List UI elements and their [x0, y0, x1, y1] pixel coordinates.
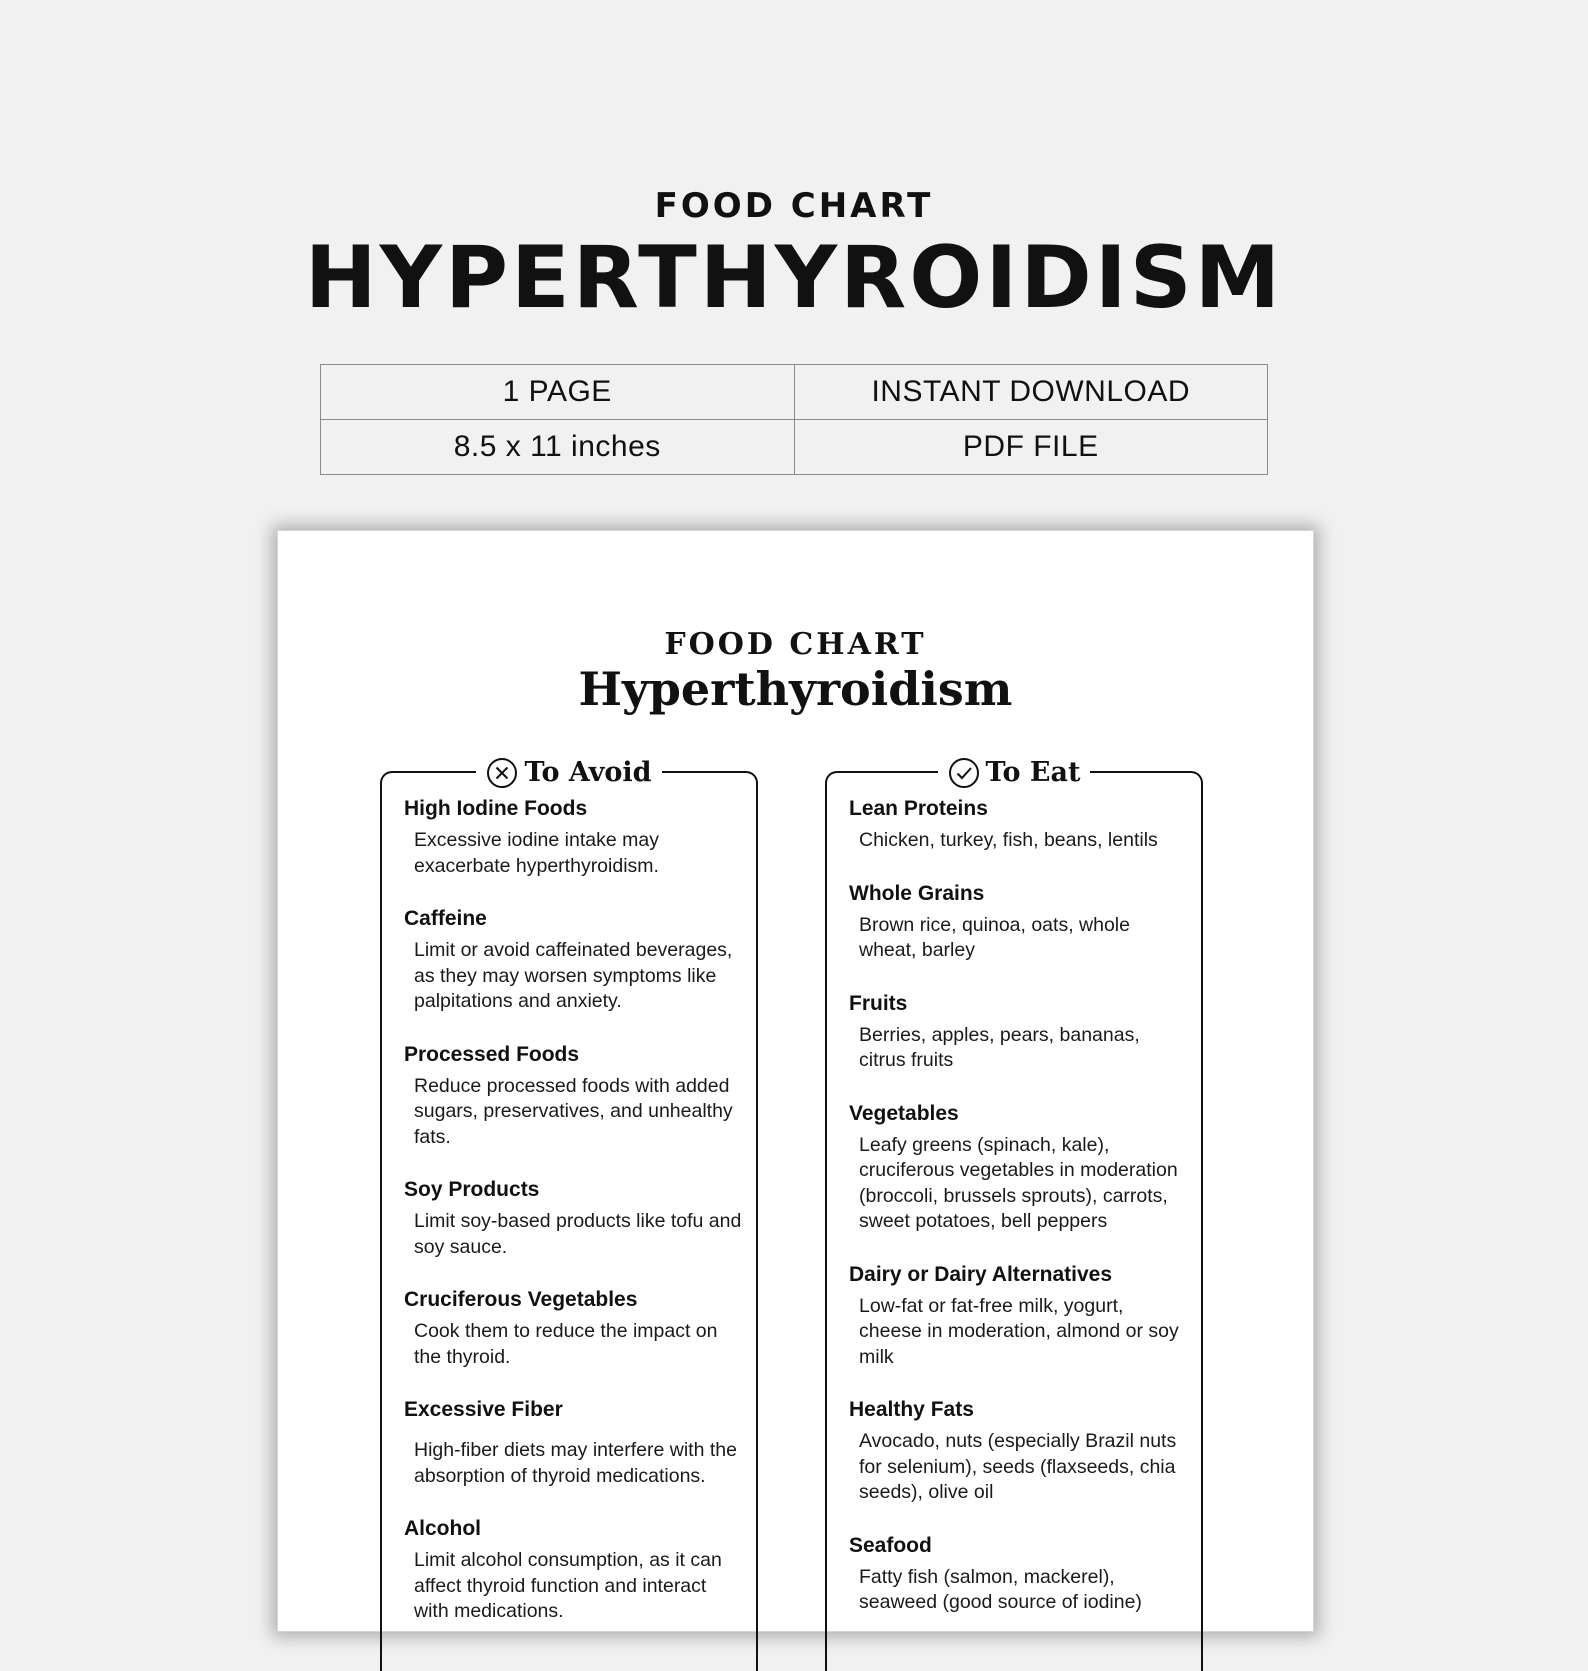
eat-list [849, 795, 1191, 1642]
eat-header [827, 753, 1201, 793]
item-title: Healthy Fats [849, 1398, 974, 1421]
list-item [849, 1100, 1191, 1235]
item-description: High-fiber diets may interfere with the absorption of thyroid medications. [414, 1439, 737, 1487]
item-description: Fatty fish (salmon, mackerel), seaweed (good source of iodine) [859, 1565, 1142, 1613]
item-title: Seafood [849, 1533, 932, 1557]
item-title: Dairy or Dairy Alternatives [849, 1262, 1113, 1286]
check-circle-icon [948, 757, 980, 789]
item-description: Berries, apples, pears, bananas, citrus fruits [859, 1023, 1140, 1071]
list-item [404, 905, 746, 1015]
avoid-column [380, 757, 758, 1671]
item-description: Cook them to reduce the impact on the thyroid. [414, 1320, 718, 1368]
x-circle-icon [486, 757, 518, 789]
item-title: Fruits [849, 991, 908, 1015]
eat-label: To Eat [985, 757, 1081, 788]
item-description: Limit or avoid caffeinated beverages, as they may worsen symptoms like palpitations and anxiety. [414, 939, 733, 1012]
item-title: High Iodine Foods [404, 797, 588, 820]
info-row [321, 420, 1268, 475]
list-item [404, 1286, 746, 1370]
item-title: Soy Products [404, 1178, 540, 1201]
document-preview [277, 530, 1314, 1632]
list-item [404, 1396, 746, 1489]
info-size: 8.5 x 11 inches [321, 420, 795, 475]
eat-column [825, 757, 1203, 1671]
list-item [404, 1515, 746, 1625]
item-title: Lean Proteins [849, 797, 988, 820]
sheet-subtitle: FOOD CHART [664, 627, 927, 662]
list-item [849, 795, 1191, 854]
item-title: Processed Foods [404, 1042, 580, 1066]
item-title: Cruciferous Vegetables [404, 1288, 638, 1311]
info-page-count: 1 PAGE [321, 365, 795, 420]
list-item [849, 1396, 1191, 1506]
header-subtitle: FOOD CHART [654, 186, 934, 226]
item-description: Limit alcohol consumption, as it can affect thyroid function and interact with medications. [414, 1549, 722, 1622]
item-title: Caffeine [404, 907, 487, 930]
list-item [849, 1261, 1191, 1371]
info-table [320, 364, 1268, 475]
list-item [849, 1532, 1191, 1616]
sheet-title: Hyperthyroidism [578, 662, 1013, 716]
item-description: Limit soy-based products like tofu and soy sauce. [414, 1210, 742, 1258]
item-title: Vegetables [849, 1101, 959, 1125]
list-item [404, 1176, 746, 1260]
item-title: Alcohol [404, 1517, 481, 1540]
avoid-label: To Avoid [524, 757, 652, 788]
info-download: INSTANT DOWNLOAD [794, 365, 1268, 420]
item-description: Leafy greens (spinach, kale), cruciferous vegetables in moderation (broccoli, brussels sprouts), carrots, sweet potatoes, bell peppers [859, 1133, 1178, 1232]
list-item [849, 880, 1191, 964]
item-description: Avocado, nuts (especially Brazil nuts for selenium), seeds (flaxseeds, chia seeds), olive oil [859, 1430, 1177, 1503]
item-title: Excessive Fiber [404, 1398, 563, 1421]
avoid-list [404, 795, 746, 1651]
header-title: HYPERTHYROIDISM [304, 228, 1284, 328]
item-title: Whole Grains [849, 881, 985, 905]
avoid-header [382, 753, 756, 793]
list-item [404, 1041, 746, 1151]
item-description: Chicken, turkey, fish, beans, lentils [859, 829, 1158, 851]
list-item [404, 795, 746, 879]
item-description: Brown rice, quinoa, oats, whole wheat, barley [859, 913, 1130, 961]
list-item [849, 990, 1191, 1074]
item-description: Excessive iodine intake may exacerbate hyperthyroidism. [414, 829, 659, 877]
info-row [321, 365, 1268, 420]
item-description: Reduce processed foods with added sugars, preservatives, and unhealthy fats. [414, 1074, 733, 1148]
item-description: Low-fat or fat-free milk, yogurt, cheese in moderation, almond or soy milk [859, 1294, 1179, 1368]
info-format: PDF FILE [794, 420, 1268, 475]
